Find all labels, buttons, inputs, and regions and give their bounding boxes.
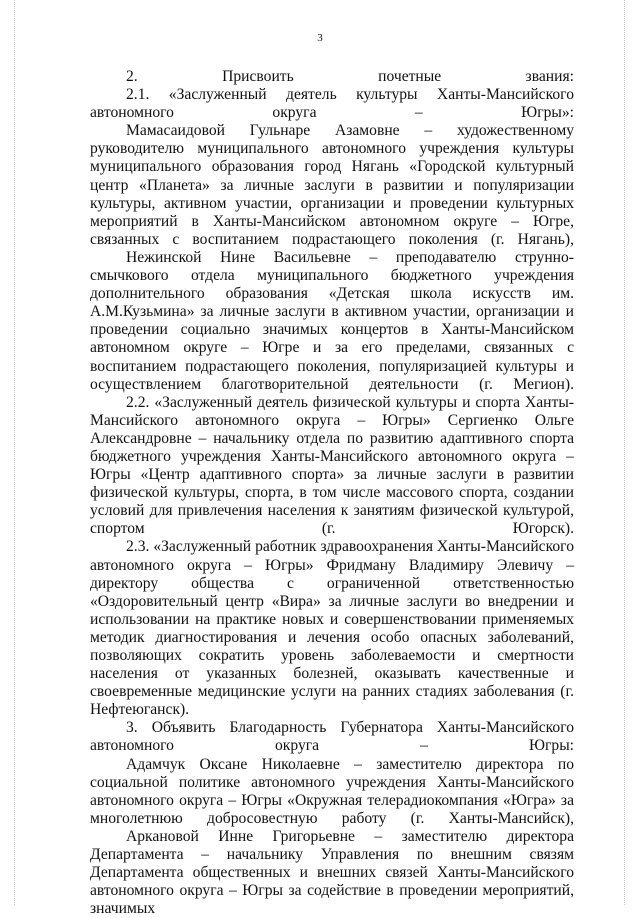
gratitude-paragraph: Аркановой Инне Григорьевне – заместителю директора Департамента – начальнику Управления по внешним связям Департамента общественных и внешних связей Ханты-Мансийского автономного округа – Югры за содействие в проведении мероприятий, значимых — [90, 827, 574, 918]
section-heading-gratitude: 3. Объявить Благодарность Губернатора Ханты-Мансийского автономного округа – Югры: — [90, 719, 574, 755]
page-number: 3 — [317, 32, 323, 44]
scan-edge-right — [624, 0, 625, 905]
award-culture-heading: 2.1. «Заслуженный деятель культуры Ханты-Мансийского автономного округа – Югры»: — [90, 86, 574, 122]
scan-edge-left — [14, 0, 15, 905]
award-paragraph: Нежинской Нине Васильевне – преподавателю струнно-смычкового отдела муниципального бюджетного учреждения дополнительного образования «Детская школа искусств им. А.М.Кузьмина» за личные заслуги в активном участии, организации и проведении социально значимых концертов в Ханты-Мансийском автономном округе – Югре и за его пределами, связанных с воспитанием подрастающего поколения, популяризацией культуры и осуществлением благотворительной деятельности (г. Мегион). — [90, 248, 574, 393]
document-body — [90, 68, 574, 918]
award-paragraph: Мамасаидовой Гульнаре Азамовне – художественному руководителю муниципального автономного учреждения культуры муниципального образования город Нягань «Городской культурный центр «Планета» за личные заслуги в развитии и популяризации культуры, активном участии, организации и проведении культурных мероприятий в Ханты-Мансийском автономном округе – Югре, связанных с воспитанием подрастающего поколения (г. Нягань), — [90, 122, 574, 248]
gratitude-paragraph: Адамчук Оксане Николаевне – заместителю директора по социальной политике автономного учреждения Ханты-Мансийского автономного округа – Югры «Окружная телерадиокомпания «Югра» за многолетнюю добросовестную работу (г. Ханты-Мансийск), — [90, 755, 574, 827]
award-health-paragraph: 2.3. «Заслуженный работник здравоохранения Ханты-Мансийского автономного округа – Югры» Фридману Владимиру Элевичу – директору общества с ограниченной ответственностью «Оздоровительный центр «Вира» за личные заслуги во внедрении и использовании на практике новых и совершенствовании применяемых методик диагностирования и лечения особо опасных заболеваний, позволяющих сократить уровень заболеваемости и смертности населения от указанных болезней, оказывать качественные и своевременные медицинские услуги на ранних стадиях заболевания (г. Нефтеюганск). — [90, 538, 574, 719]
section-heading-awards: 2. Присвоить почетные звания: — [126, 68, 574, 85]
award-sport-paragraph: 2.2. «Заслуженный деятель физической культуры и спорта Ханты-Мансийского автономного округа – Югры» Сергиенко Ольге Александровне – начальнику отдела по развитию адаптивного спорта бюджетного учреждения Ханты-Мансийского автономного округа – Югры «Центр адаптивного спорта» за личные заслуги в развитии физической культуры, спорта, в том числе массового спорта, создании условий для привлечения населения к занятиям физической культурой, спортом (г. Югорск). — [90, 393, 574, 538]
